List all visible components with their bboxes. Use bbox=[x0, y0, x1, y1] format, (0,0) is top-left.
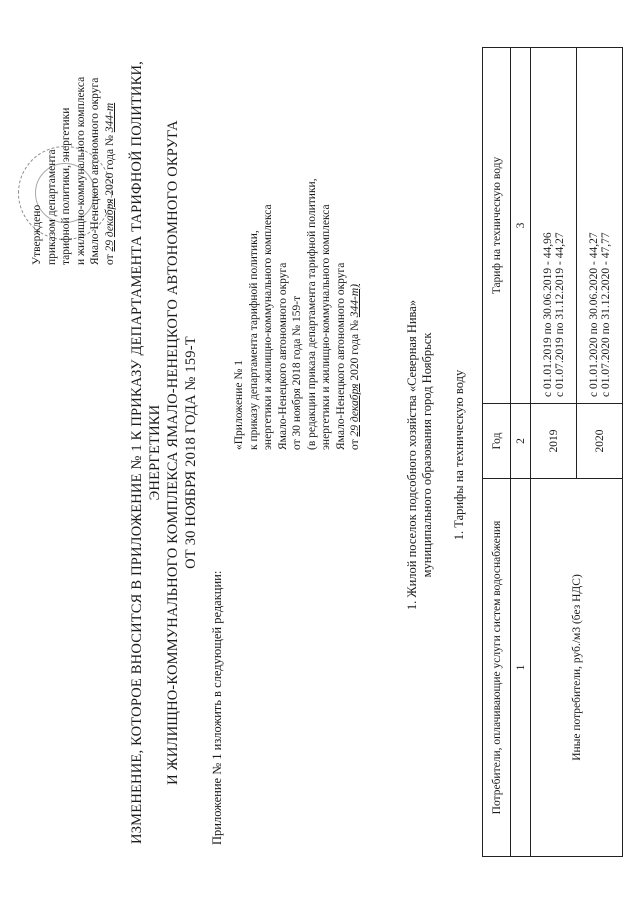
handwritten-month: декабря bbox=[103, 198, 116, 238]
approval-line: тарифной политики, энергетики bbox=[60, 107, 72, 265]
col-number: 3 bbox=[511, 48, 531, 404]
title-line-2: И ЖИЛИЩНО-КОММУНАЛЬНОГО КОМПЛЕКСА ЯМАЛО-НЕНЕЦКОГО АВТОНОМНОГО ОКРУГА bbox=[165, 120, 181, 785]
table-number-row bbox=[511, 48, 531, 857]
section-heading: 1. Жилой поселок подсобного хозяйства «Северная Нива» муниципального образования город Ноябрьск bbox=[405, 299, 434, 611]
year-cell: 2020 bbox=[577, 404, 623, 479]
year-cell: 2019 bbox=[531, 404, 577, 479]
col-number: 2 bbox=[511, 404, 531, 479]
appendix-line: Ямало-Ненецкого автономного округа bbox=[334, 262, 347, 450]
tariff-cell: с 01.01.2019 по 30.06.2019 - 44,96 с 01.07.2019 по 31.12.2019 - 44,27 bbox=[531, 48, 577, 404]
intro-text: Приложение № 1 изложить в следующей редакции: bbox=[210, 570, 224, 845]
approval-line: Утверждено bbox=[31, 204, 43, 265]
col-header-year: Год bbox=[483, 404, 511, 479]
appendix-line: энергетики и жилищно-коммунального комплекса bbox=[320, 204, 332, 450]
col-header-tariff: Тариф на техническую воду bbox=[483, 48, 511, 404]
approval-line: и жилищно-коммунального комплекса bbox=[74, 76, 87, 265]
appendix-block bbox=[232, 120, 363, 450]
tariff-cell: с 01.01.2020 по 30.06.2020 - 44,27 с 01.07.2020 по 31.12.2020 - 47,77 bbox=[577, 48, 623, 404]
appendix-date: от 29 декабря 2020 года № 344-т) bbox=[349, 283, 361, 450]
title-line-3: ОТ 30 НОЯБРЯ 2018 ГОДА № 159-Т bbox=[183, 336, 199, 569]
appendix-line: (в редакции приказа департамента тарифной политики, bbox=[305, 178, 318, 450]
tariff-table bbox=[482, 47, 623, 857]
approval-date: от 29 декабря 2020 года № 344-т bbox=[103, 102, 116, 265]
appendix-line: энергетики и жилищно-коммунального комплекса bbox=[262, 204, 274, 450]
table-row bbox=[531, 48, 577, 857]
handwritten-month: декабря bbox=[349, 383, 361, 423]
table-caption: 1. Тарифы на техническую воду bbox=[452, 369, 466, 541]
handwritten-number: 344-т bbox=[103, 102, 116, 133]
consumer-cell: Иные потребители, руб./м3 (без НДС) bbox=[531, 479, 623, 857]
handwritten-number: 344-т) bbox=[349, 283, 361, 318]
appendix-line: Ямало-Ненецкого автономного округа bbox=[276, 262, 289, 450]
col-header-consumers: Потребители, оплачивающие услуги систем водоснабжения bbox=[483, 479, 511, 857]
appendix-line: к приказу департамента тарифной политики, bbox=[247, 230, 260, 450]
col-number: 1 bbox=[511, 479, 531, 857]
approval-line: Ямало-Ненецкого автономного округа bbox=[89, 77, 101, 265]
appendix-line: «Приложение № 1 bbox=[233, 360, 245, 450]
approval-line: приказом департамента bbox=[45, 149, 58, 265]
handwritten-day: 29 bbox=[103, 240, 116, 252]
title-line-1: ИЗМЕНЕНИЕ, КОТОРОЕ ВНОСИТСЯ В ПРИЛОЖЕНИЕ № 1 К ПРИКАЗУ ДЕПАРТАМЕНТА ТАРИФНОЙ ПОЛИТИКИ, ЭНЕРГЕТИКИ bbox=[129, 61, 163, 844]
document-title bbox=[128, 40, 200, 865]
appendix-line: от 30 ноября 2018 года № 159-т bbox=[291, 295, 303, 450]
table-header-row bbox=[483, 48, 511, 857]
handwritten-day: 29 bbox=[349, 425, 361, 437]
approval-block bbox=[30, 5, 117, 265]
